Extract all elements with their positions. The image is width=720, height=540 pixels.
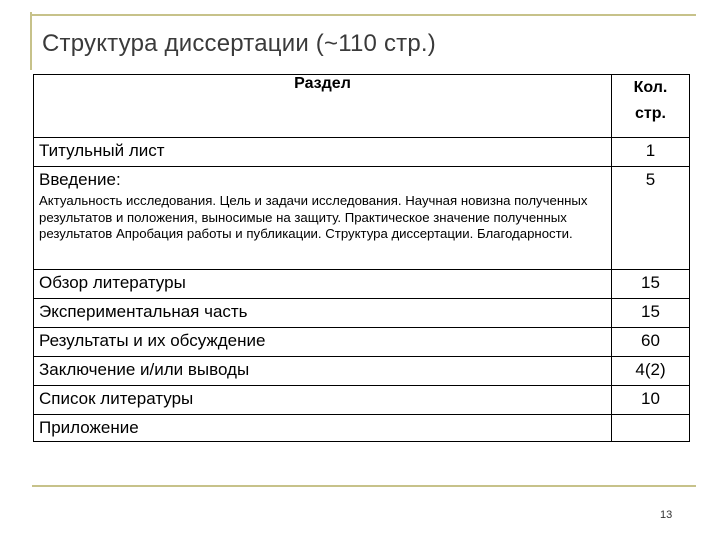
section-name: Обзор литературы — [34, 270, 612, 299]
section-name: Экспериментальная часть — [34, 299, 612, 328]
table-row — [34, 167, 690, 270]
frame-bottom-line — [32, 485, 696, 487]
section-pages: 15 — [612, 299, 690, 328]
section-pages: 15 — [612, 270, 690, 299]
table-row — [34, 138, 690, 167]
section-details: Актуальность исследования. Цель и задачи исследования. Научная новизна полученных результатов и положения, выносимые на защиту. Практическое значение полученных результатов Апробация работы и публикации. Структура диссертации. Благодарности. — [39, 193, 588, 241]
header-pages-line1: Кол. — [633, 79, 668, 96]
page-number: 13 — [660, 509, 673, 521]
section-pages: 1 — [612, 138, 690, 167]
header-pages-line2: стр. — [635, 105, 666, 122]
section-pages: 60 — [612, 328, 690, 357]
table-header-row — [34, 75, 690, 138]
dissertation-structure-table — [33, 74, 690, 442]
section-name: Титульный лист — [34, 138, 612, 167]
section-name: Введение: — [39, 170, 121, 189]
table-row — [34, 386, 690, 415]
section-name: Заключение и/или выводы — [34, 357, 612, 386]
table-row — [34, 357, 690, 386]
section-name: Результаты и их обсуждение — [34, 328, 612, 357]
header-section: Раздел — [34, 75, 612, 138]
table-row — [34, 270, 690, 299]
table-row — [34, 415, 690, 442]
slide-title: Структура диссертации (~110 стр.) — [42, 30, 436, 57]
table-row — [34, 299, 690, 328]
section-cell — [34, 167, 612, 270]
section-pages: 10 — [612, 386, 690, 415]
section-pages — [612, 415, 690, 442]
table-row — [34, 328, 690, 357]
frame-vertical-line — [30, 12, 32, 70]
section-pages: 4(2) — [612, 357, 690, 386]
frame-top-line — [30, 14, 696, 16]
section-pages: 5 — [612, 167, 690, 270]
header-pages — [612, 75, 690, 138]
section-name: Приложение — [34, 415, 612, 442]
section-name: Список литературы — [34, 386, 612, 415]
